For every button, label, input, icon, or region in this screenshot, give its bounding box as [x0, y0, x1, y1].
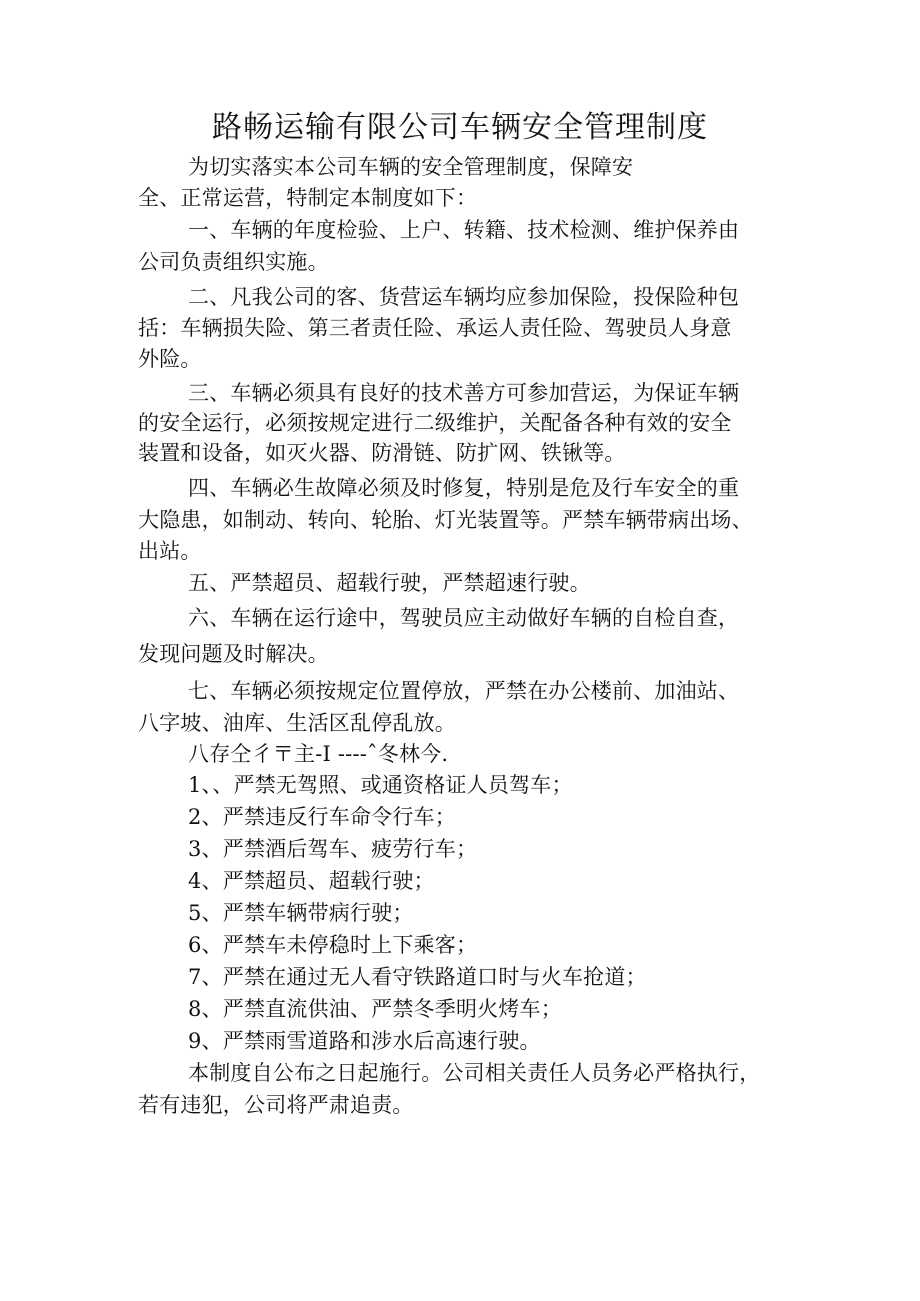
clause-3-line-3: 装置和设备，如灭火器、防滑链、防扩网、铁锹等。	[138, 441, 626, 465]
clause-4-line-3: 出站。	[138, 539, 202, 563]
clause-4-line-2: 大隐患，如制动、转向、轮胎、灯光装置等。严禁车辆带病出场、	[138, 508, 753, 532]
prohibition-item: 6、严禁车未停稳时上下乘客；	[188, 933, 478, 957]
prohibition-item: 8、严禁直流供油、严禁冬季明火烤车；	[188, 997, 562, 1021]
clause-1-line-1: 一、车辆的年度检验、上户、转籍、技术检测、维护保养由	[188, 218, 740, 242]
clause-6-line-2: 发现问题及时解决。	[138, 642, 329, 666]
prohibition-item: 4、严禁超员、超载行驶；	[188, 869, 435, 893]
clause-5-line-1: 五、严禁超员、超载行驶，严禁超速行驶。	[188, 571, 591, 595]
clause-1-line-2: 公司负责组织实施。	[138, 250, 329, 274]
closing-line-2: 若有违犯，公司将严肃追责。	[138, 1093, 414, 1117]
prohibition-item: 9、严禁雨雪道路和涉水后高速行驶。	[188, 1029, 541, 1053]
clause-2-line-2: 括：车辆损失险、第三者责任险、承运人责任险、驾驶员人身意	[138, 316, 732, 340]
prohibition-item: 7、严禁在通过无人看守铁路道口时与火车抢道；	[188, 965, 647, 989]
clause-4-line-1: 四、车辆必生故障必须及时修复，特别是危及行车安全的重	[188, 476, 740, 500]
clause-3-line-2: 的安全运行，必须按规定进行二级维护，关配备各种有效的安全	[138, 411, 732, 435]
clause-3-line-1: 三、车辆必须具有良好的技术善方可参加营运，为保证车辆	[188, 381, 740, 405]
prohibition-item: 5、严禁车辆带病行驶；	[188, 901, 414, 925]
document-title: 路畅运输有限公司车辆安全管理制度	[212, 110, 708, 145]
intro-line-2: 全、正常运营，特制定本制度如下：	[138, 186, 478, 210]
prohibition-item: 2、严禁违反行车命令行车；	[188, 805, 456, 829]
clause-6-line-1: 六、车辆在运行途中，驾驶员应主动做好车辆的自检自查，	[188, 606, 740, 630]
clause-7-line-1: 七、车辆必须按规定位置停放，严禁在办公楼前、加油站、	[188, 679, 740, 703]
prohibition-item: 1、、严禁无驾照、或通资格证人员驾车；	[188, 773, 573, 797]
clause-8-heading: 八存仝彳〒主-I ----ˆ冬林今.	[188, 742, 449, 766]
clause-2-line-3: 外险。	[138, 347, 202, 371]
intro-line-1: 为切实落实本公司车辆的安全管理制度，保障安	[188, 155, 634, 179]
clause-2-line-1: 二、凡我公司的客、货营运车辆均应参加保险，投保险种包	[188, 285, 740, 309]
closing-line-1: 本制度自公布之日起施行。公司相关责任人员务必严格执行，	[188, 1061, 761, 1085]
clause-7-line-2: 八字坡、油库、生活区乱停乱放。	[138, 711, 456, 735]
prohibition-item: 3、严禁酒后驾车、疲劳行车；	[188, 837, 478, 861]
